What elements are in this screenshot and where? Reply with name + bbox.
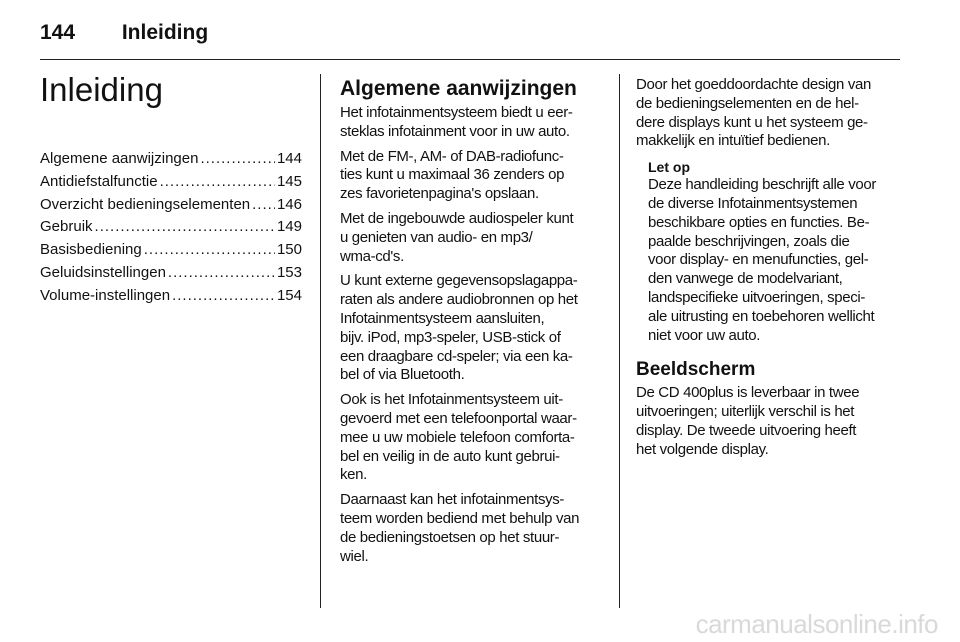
toc-leader-dots xyxy=(200,150,275,167)
paragraph: Met de FM-, AM- of DAB-radiofunc- ties kunt u maximaal 36 zenders op zes favorietenpagina's opslaan. xyxy=(340,147,565,203)
toc-leader-dots xyxy=(252,196,275,213)
toc-entry[interactable] xyxy=(40,218,302,241)
section-heading-general: Algemene aanwijzingen xyxy=(340,77,577,100)
toc-leader-dots xyxy=(172,287,275,304)
note-label: Let op xyxy=(648,159,690,176)
toc-entry-label: Volume-instellingen xyxy=(40,286,171,304)
paragraph: Het infotainmentsysteem biedt u eer- steklas infotainment voor in uw auto. xyxy=(340,104,573,140)
toc-entry[interactable] xyxy=(40,173,302,196)
note-text: Deze handleiding beschrijft alle voor de diverse Infotainmentsystemen beschikbare opties en functies. Be- paalde beschrijvingen, zoals die voor display- en menufuncties, gel- den vanwege de modelvariant, landspecifieke uitvoeringen, speci- ale uitrusting en toebehoren wellicht niet voor uw auto. xyxy=(648,176,877,344)
toc-leader-dots xyxy=(160,173,275,190)
paragraph: U kunt externe gegevensopslagappa- raten als andere audiobronnen op het Infotainmentsysteem aansluiten, bijv. iPod, mp3-speler, USB-stick of een draagbare cd-speler; via een ka- bel of via Bluetooth. xyxy=(340,272,578,384)
toc-entry-label: Basisbediening xyxy=(40,241,142,259)
table-of-contents xyxy=(40,150,302,310)
chapter-title: Inleiding xyxy=(40,71,163,108)
toc-entry-page: 144 xyxy=(276,150,302,167)
page-header xyxy=(40,18,208,48)
watermark-text: carmanualsonline.info xyxy=(695,609,938,639)
column-divider-right xyxy=(619,74,620,608)
section-heading-display: Beeldscherm xyxy=(636,359,756,381)
paragraph: Daarnaast kan het infotainmentsys- teem worden bediend met behulp van de bedieningstoetsen op het stuur- wiel. xyxy=(340,491,580,565)
toc-entry[interactable] xyxy=(40,287,302,310)
paragraph: Ook is het Infotainmentsysteem uit- gevoerd met een telefoonportal waar- mee u uw mobiele telefoon comforta- bel en veilig in de auto kunt gebrui- ken. xyxy=(340,391,577,484)
toc-entry[interactable] xyxy=(40,264,302,287)
header-rule xyxy=(40,59,900,60)
toc-entry-page: 146 xyxy=(276,195,302,213)
toc-entry-label: Geluidsinstellingen xyxy=(40,263,166,281)
toc-entry-label: Algemene aanwijzingen xyxy=(40,150,199,167)
toc-entry[interactable] xyxy=(40,150,302,173)
column-general-info xyxy=(340,76,608,572)
toc-leader-dots xyxy=(144,241,275,258)
toc-entry[interactable] xyxy=(40,196,302,219)
running-section-title: Inleiding xyxy=(121,21,209,44)
toc-leader-dots xyxy=(95,218,275,235)
paragraph-display: De CD 400plus is leverbaar in twee uitvoeringen; uiterlijk verschil is het display. De tweede uitvoering heeft het volgende display. xyxy=(636,384,860,458)
toc-entry-page: 154 xyxy=(276,286,302,304)
toc-entry-page: 145 xyxy=(276,172,302,190)
toc-leader-dots xyxy=(168,264,275,281)
page-number: 144 xyxy=(40,21,76,44)
note-box xyxy=(636,159,904,345)
toc-entry[interactable] xyxy=(40,241,302,264)
toc-entry-label: Antidiefstalfunctie xyxy=(40,172,158,190)
toc-entry-page: 150 xyxy=(276,241,302,259)
column-design-display xyxy=(636,76,904,466)
toc-entry-page: 153 xyxy=(276,263,302,281)
toc-entry-page: 149 xyxy=(276,218,302,236)
column-divider-left xyxy=(320,74,321,608)
toc-entry-label: Gebruik xyxy=(40,218,93,236)
paragraph-intro: Door het goeddoordachte design van de bedieningselementen en de hel- dere displays kunt u het systeem ge- makkelijk en intuïtief bedienen. xyxy=(636,76,871,150)
paragraph: Met de ingebouwde audiospeler kunt u genieten van audio- en mp3/ wma-cd's. xyxy=(340,209,574,265)
toc-entry-label: Overzicht bedieningselementen xyxy=(40,195,251,213)
